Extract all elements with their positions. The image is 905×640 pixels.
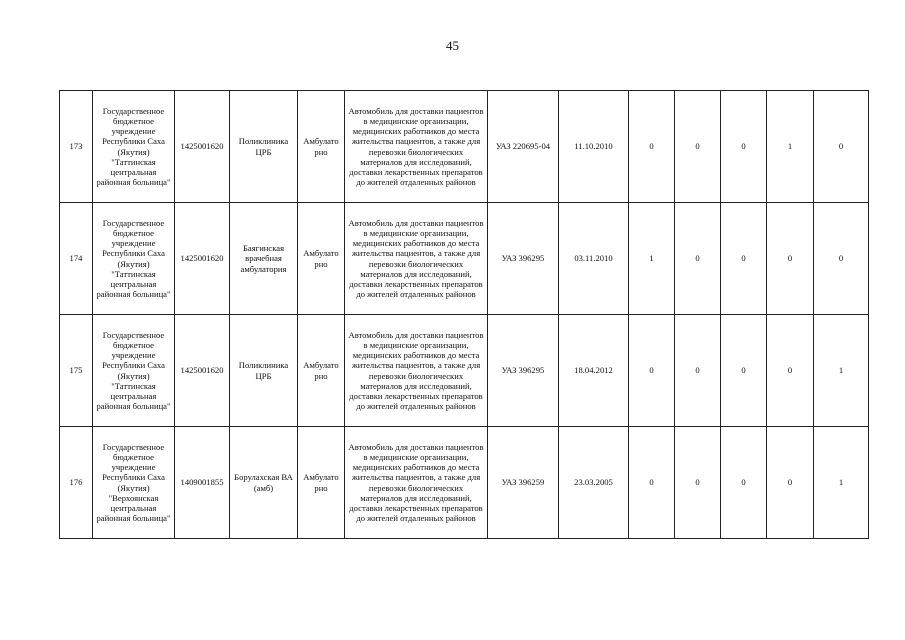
organization-name: Государственное бюджетное учреждение Республики Саха (Якутия) "Таттинская центральная районная больница" xyxy=(93,91,175,203)
count-3: 0 xyxy=(721,427,767,539)
issue-date: 11.10.2010 xyxy=(559,91,629,203)
count-4: 0 xyxy=(767,427,814,539)
issue-date: 03.11.2010 xyxy=(559,203,629,315)
vehicle-model: УАЗ 220695-04 xyxy=(488,91,559,203)
count-3: 0 xyxy=(721,315,767,427)
vehicle-model: УАЗ 396295 xyxy=(488,315,559,427)
organization-name: Государственное бюджетное учреждение Республики Саха (Якутия) "Верхоянская центральная районная больница" xyxy=(93,427,175,539)
count-3: 0 xyxy=(721,203,767,315)
count-1: 0 xyxy=(629,315,675,427)
count-5: 1 xyxy=(814,315,869,427)
issue-date: 18.04.2012 xyxy=(559,315,629,427)
count-2: 0 xyxy=(675,427,721,539)
inn-code: 1409001855 xyxy=(175,427,230,539)
count-5: 1 xyxy=(814,427,869,539)
inn-code: 1425001620 xyxy=(175,91,230,203)
vehicle-purpose: Автомобиль для доставки пациентов в медицинские организации, медицинских работников до места жительства пациентов, а также для перевозки биологических материалов для исследований, доставки лекарственных препаратов до жителей отдаленных районов xyxy=(345,427,488,539)
count-2: 0 xyxy=(675,203,721,315)
issue-date: 23.03.2005 xyxy=(559,427,629,539)
count-2: 0 xyxy=(675,91,721,203)
vehicle-registry-table xyxy=(59,90,869,539)
count-1: 0 xyxy=(629,91,675,203)
table-row xyxy=(60,315,869,427)
table-row xyxy=(60,91,869,203)
row-number: 174 xyxy=(60,203,93,315)
count-1: 0 xyxy=(629,427,675,539)
care-type: Амбулато рно xyxy=(298,427,345,539)
row-number: 176 xyxy=(60,427,93,539)
unit-name: Баягинская врачебная амбулатория xyxy=(230,203,298,315)
organization-name: Государственное бюджетное учреждение Республики Саха (Якутия) "Таттинская центральная районная больница" xyxy=(93,203,175,315)
unit-name: Поликлиника ЦРБ xyxy=(230,91,298,203)
unit-name: Борулахская ВА (амб) xyxy=(230,427,298,539)
vehicle-purpose: Автомобиль для доставки пациентов в медицинские организации, медицинских работников до места жительства пациентов, а также для перевозки биологических материалов для исследований, доставки лекарственных препаратов до жителей отдаленных районов xyxy=(345,91,488,203)
row-number: 175 xyxy=(60,315,93,427)
page-number: 45 xyxy=(446,38,459,53)
vehicle-purpose: Автомобиль для доставки пациентов в медицинские организации, медицинских работников до места жительства пациентов, а также для перевозки биологических материалов для исследований, доставки лекарственных препаратов до жителей отдаленных районов xyxy=(345,203,488,315)
vehicle-model: УАЗ 396259 xyxy=(488,427,559,539)
inn-code: 1425001620 xyxy=(175,315,230,427)
count-5: 0 xyxy=(814,203,869,315)
count-4: 1 xyxy=(767,91,814,203)
care-type: Амбулато рно xyxy=(298,315,345,427)
inn-code: 1425001620 xyxy=(175,203,230,315)
count-4: 0 xyxy=(767,315,814,427)
count-4: 0 xyxy=(767,203,814,315)
unit-name: Поликлиника ЦРБ xyxy=(230,315,298,427)
vehicle-model: УАЗ 396295 xyxy=(488,203,559,315)
organization-name: Государственное бюджетное учреждение Республики Саха (Якутия) "Таттинская центральная районная больница" xyxy=(93,315,175,427)
table-row xyxy=(60,203,869,315)
vehicle-purpose: Автомобиль для доставки пациентов в медицинские организации, медицинских работников до места жительства пациентов, а также для перевозки биологических материалов для исследований, доставки лекарственных препаратов до жителей отдаленных районов xyxy=(345,315,488,427)
table-row xyxy=(60,427,869,539)
count-5: 0 xyxy=(814,91,869,203)
care-type: Амбулато рно xyxy=(298,203,345,315)
care-type: Амбулато рно xyxy=(298,91,345,203)
count-1: 1 xyxy=(629,203,675,315)
count-2: 0 xyxy=(675,315,721,427)
count-3: 0 xyxy=(721,91,767,203)
row-number: 173 xyxy=(60,91,93,203)
